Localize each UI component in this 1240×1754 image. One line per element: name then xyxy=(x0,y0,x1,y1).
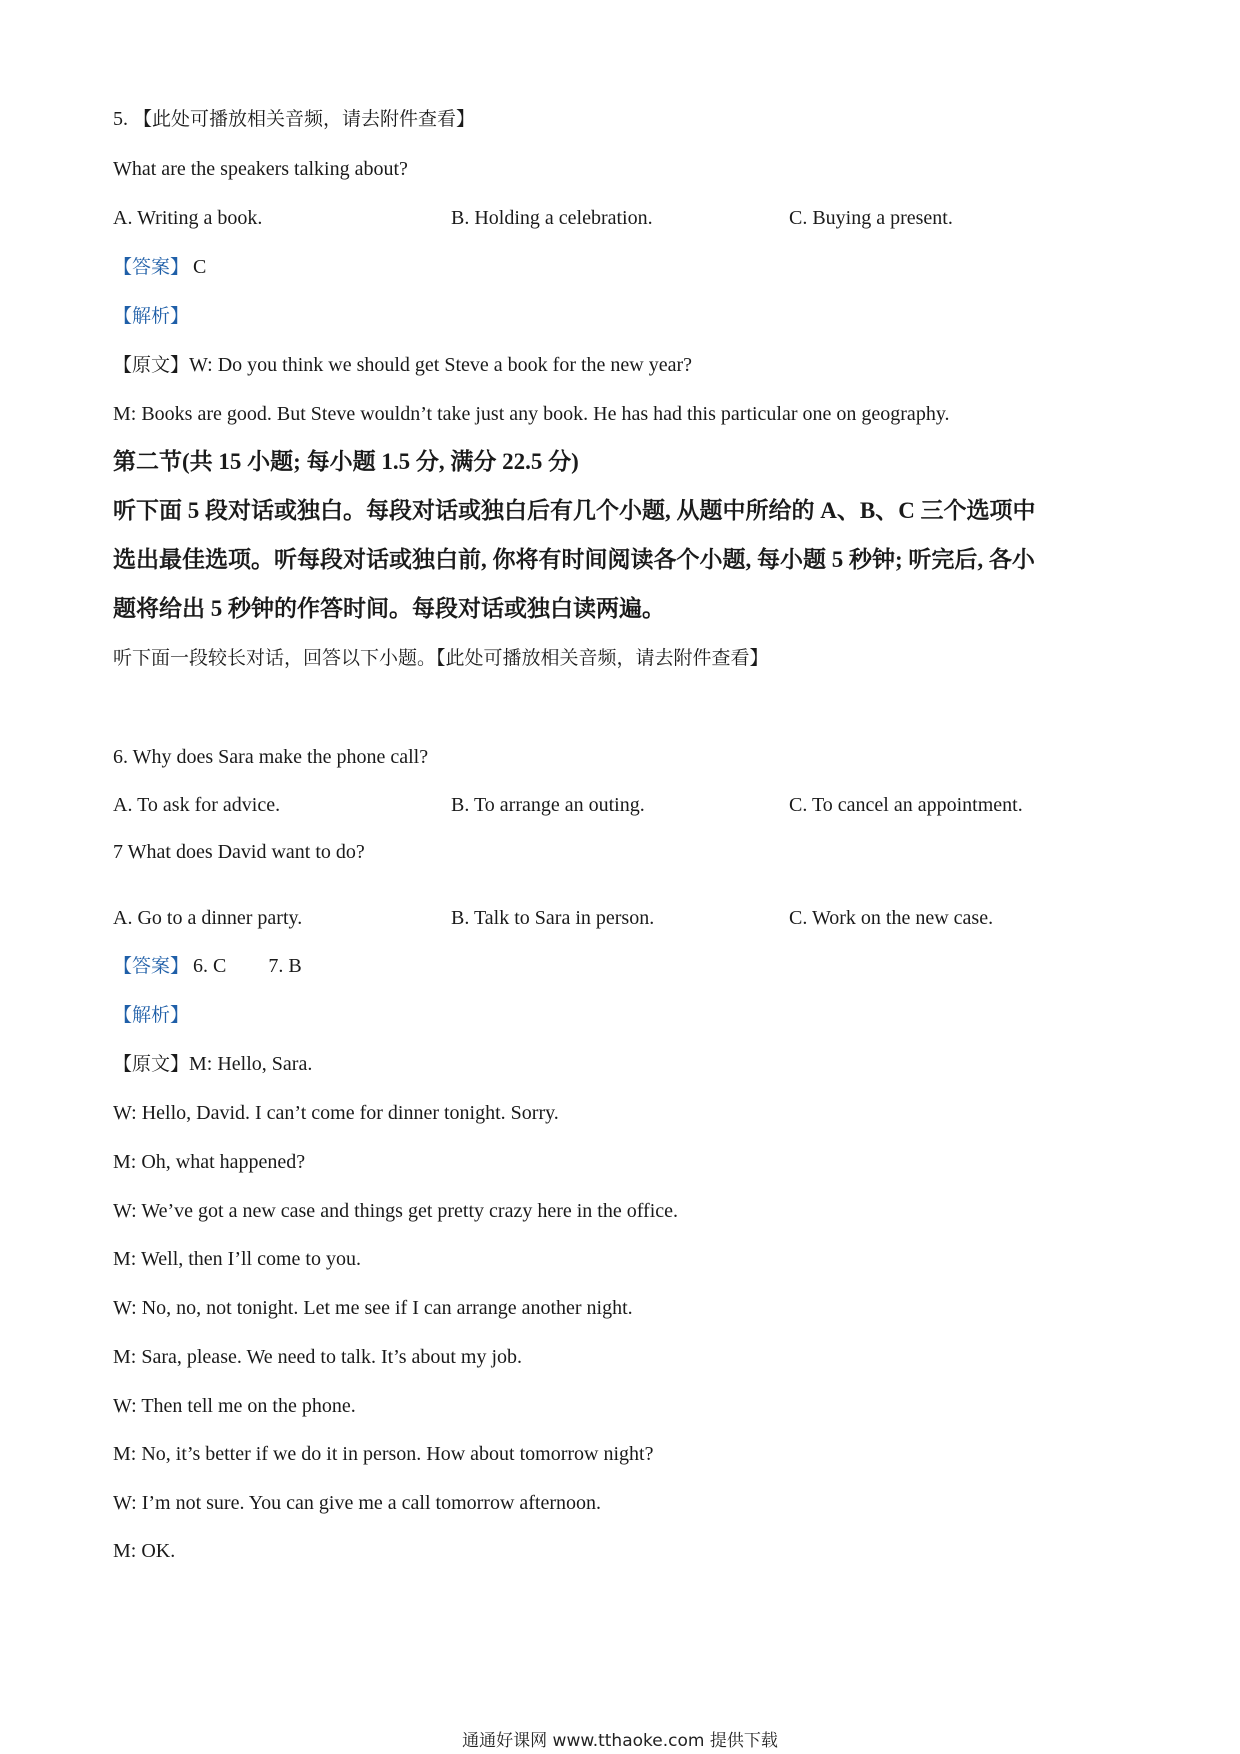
q7-answer-value: 7. B xyxy=(268,955,302,977)
dialogue-intro: 听下面一段较长对话，回答以下小题。【此处可播放相关音频，请去附件查看】 xyxy=(113,647,769,669)
q5-analysis xyxy=(113,303,189,329)
q5-audio-note: 【此处可播放相关音频，请去附件查看】 xyxy=(133,108,476,130)
section-instructions-2: 选出最佳选项。听每段对话或独白前, 你将有时间阅读各个小题, 每小题 5 秒钟; 听完后, 各小 xyxy=(113,547,1035,572)
q7-option-b: B. Talk to Sara in person. xyxy=(451,907,655,929)
section-title: 第二节(共 15 小题; 每小题 1.5 分, 满分 22.5 分) xyxy=(113,449,579,474)
q67-answer xyxy=(113,953,302,979)
q7-option-a: A. Go to a dinner party. xyxy=(113,907,303,929)
q5-option-a: A. Writing a book. xyxy=(113,207,263,229)
q67-transcript-line-2: W: Hello, David. I can’t come for dinner tonight. Sorry. xyxy=(113,1102,559,1124)
q6-option-a: A. To ask for advice. xyxy=(113,794,281,816)
q67-transcript-line-3: M: Oh, what happened? xyxy=(113,1151,306,1173)
q5-answer xyxy=(113,254,206,280)
q67-transcript-line-11: M: OK. xyxy=(113,1540,176,1562)
q5-option-b: B. Holding a celebration. xyxy=(451,207,653,229)
q67-transcript-line-9: M: No, it’s better if we do it in person. How about tomorrow night? xyxy=(113,1443,654,1465)
answer-tag: 【答案】 xyxy=(113,256,190,278)
q67-transcript-line-10: W: I’m not sure. You can give me a call tomorrow afternoon. xyxy=(113,1492,602,1514)
q67-transcript-line-6: W: No, no, not tonight. Let me see if I can arrange another night. xyxy=(113,1297,633,1319)
analysis-tag: 【解析】 xyxy=(113,1004,190,1026)
q5-header xyxy=(113,106,475,132)
page-footer: 通通好课网 www.tthaoke.com 提供下载 xyxy=(462,1731,778,1751)
q5-number: 5. xyxy=(113,108,128,130)
q5-answer-value: C xyxy=(193,256,207,278)
q67-analysis xyxy=(113,1002,189,1028)
q67-transcript-line-5: M: Well, then I’ll come to you. xyxy=(113,1248,361,1270)
section-instructions-1: 听下面 5 段对话或独白。每段对话或独白后有几个小题, 从题中所给的 A、B、C 三个选项中 xyxy=(113,498,1036,523)
analysis-tag: 【解析】 xyxy=(113,305,190,327)
transcript-text: W: Do you think we should get Steve a book for the new year? xyxy=(189,354,693,376)
section-instructions-3: 题将给出 5 秒钟的作答时间。每段对话或独白读两遍。 xyxy=(113,596,665,621)
q5-question: What are the speakers talking about? xyxy=(113,158,408,180)
q5-transcript-line-1 xyxy=(113,352,692,378)
transcript-tag: 【原文】 xyxy=(113,354,190,376)
q5-transcript-line-2: M: Books are good. But Steve wouldn’t take just any book. He has had this particular one on geography. xyxy=(113,403,950,425)
answer-tag: 【答案】 xyxy=(113,955,190,977)
q6-question: 6. Why does Sara make the phone call? xyxy=(113,746,429,768)
q7-option-c: C. Work on the new case. xyxy=(789,907,994,929)
q7-question: 7 What does David want to do? xyxy=(113,841,365,863)
q67-transcript-line-4: W: We’ve got a new case and things get pretty crazy here in the office. xyxy=(113,1200,679,1222)
q6-answer-value: 6. C xyxy=(193,955,227,977)
q67-transcript-line-8: W: Then tell me on the phone. xyxy=(113,1395,356,1417)
transcript-text: M: Hello, Sara. xyxy=(189,1053,313,1075)
transcript-tag: 【原文】 xyxy=(113,1053,190,1075)
q67-transcript-line-1 xyxy=(113,1051,312,1077)
q67-transcript-line-7: M: Sara, please. We need to talk. It’s about my job. xyxy=(113,1346,523,1368)
q5-option-c: C. Buying a present. xyxy=(789,207,953,229)
q6-option-b: B. To arrange an outing. xyxy=(451,794,645,816)
q6-option-c: C. To cancel an appointment. xyxy=(789,794,1023,816)
